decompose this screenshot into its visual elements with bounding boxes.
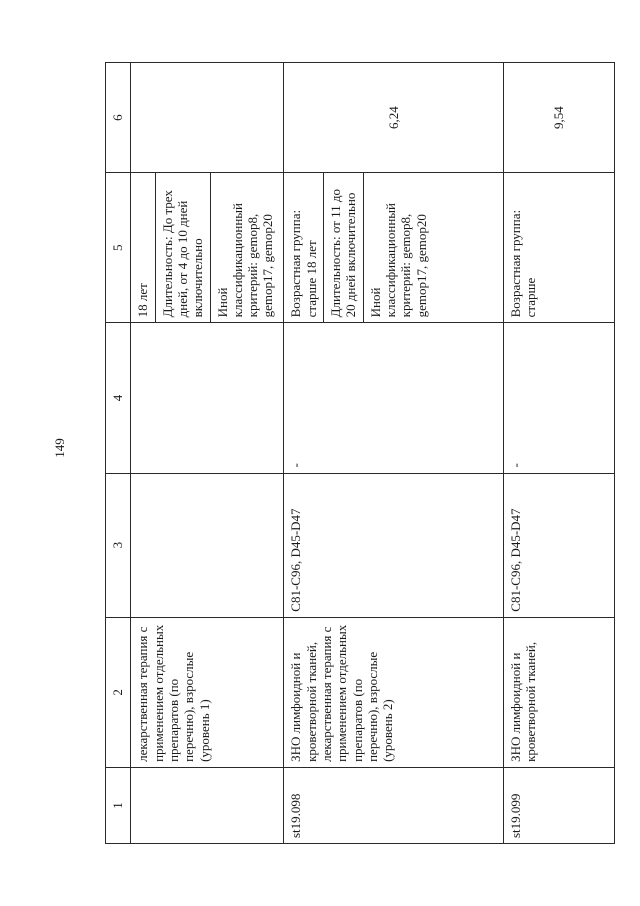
coefficient-cell: 6,24 bbox=[284, 63, 504, 173]
header-cell: 6 bbox=[106, 63, 131, 173]
table-header-row bbox=[106, 63, 131, 844]
diagnosis-cell: C81-C96, D45-D47 bbox=[504, 473, 615, 617]
criteria-item: Возрастная группа: старше 18 лет bbox=[284, 173, 324, 322]
header-cell: 2 bbox=[106, 617, 131, 767]
table-row bbox=[284, 63, 504, 844]
criteria-item: Иной классификационный критерий: gemop8, gemop17, gemop20 bbox=[367, 203, 429, 318]
diagnosis-cell: C81-C96, D45-D47 bbox=[284, 473, 504, 617]
table-row bbox=[504, 63, 615, 844]
table-row bbox=[131, 63, 284, 844]
header-cell: 4 bbox=[106, 323, 131, 473]
rotated-table-container bbox=[105, 62, 615, 844]
name-cell: лекарственная терапия с применением отдельных препаратов (по перечню), взрослые (уровень 1) bbox=[131, 617, 284, 767]
criteria-cell bbox=[284, 173, 504, 323]
header-cell: 3 bbox=[106, 473, 131, 617]
name-cell: ЗНО лимфоидной и кроветворной тканей, лекарственная терапия с применением отдельных препаратов (по перечню), взрослые (уровень 2) bbox=[284, 617, 504, 767]
criteria-item: Иной классификационный критерий: gemop8, gemop17, gemop20 bbox=[214, 203, 276, 318]
header-cell: 1 bbox=[106, 767, 131, 843]
code-cell: st19.098 bbox=[284, 767, 504, 843]
header-cell: 5 bbox=[106, 173, 131, 323]
criteria-item: Длительность: До трех дней, от 4 до 10 дней включительно bbox=[156, 173, 211, 322]
document-sheet bbox=[105, 62, 615, 844]
criteria-item: 18 лет bbox=[131, 173, 155, 322]
code-cell: st19.099 bbox=[504, 767, 615, 843]
tariff-table bbox=[105, 62, 615, 844]
coefficient-cell: 9,54 bbox=[504, 63, 615, 173]
service-cell: - bbox=[504, 323, 615, 473]
diagnosis-cell bbox=[131, 473, 284, 617]
criteria-cell bbox=[131, 173, 284, 323]
coefficient-cell bbox=[131, 63, 284, 173]
service-cell: - bbox=[284, 323, 504, 473]
criteria-item: Длительность: от 11 до 20 дней включительно bbox=[324, 173, 364, 322]
criteria-item: Возрастная группа: старше bbox=[508, 209, 539, 318]
service-cell bbox=[131, 323, 284, 473]
page-number: 149 bbox=[51, 438, 67, 458]
code-cell bbox=[131, 767, 284, 843]
name-cell: ЗНО лимфоидной и кроветворной тканей, bbox=[504, 617, 615, 767]
criteria-cell bbox=[504, 173, 615, 323]
